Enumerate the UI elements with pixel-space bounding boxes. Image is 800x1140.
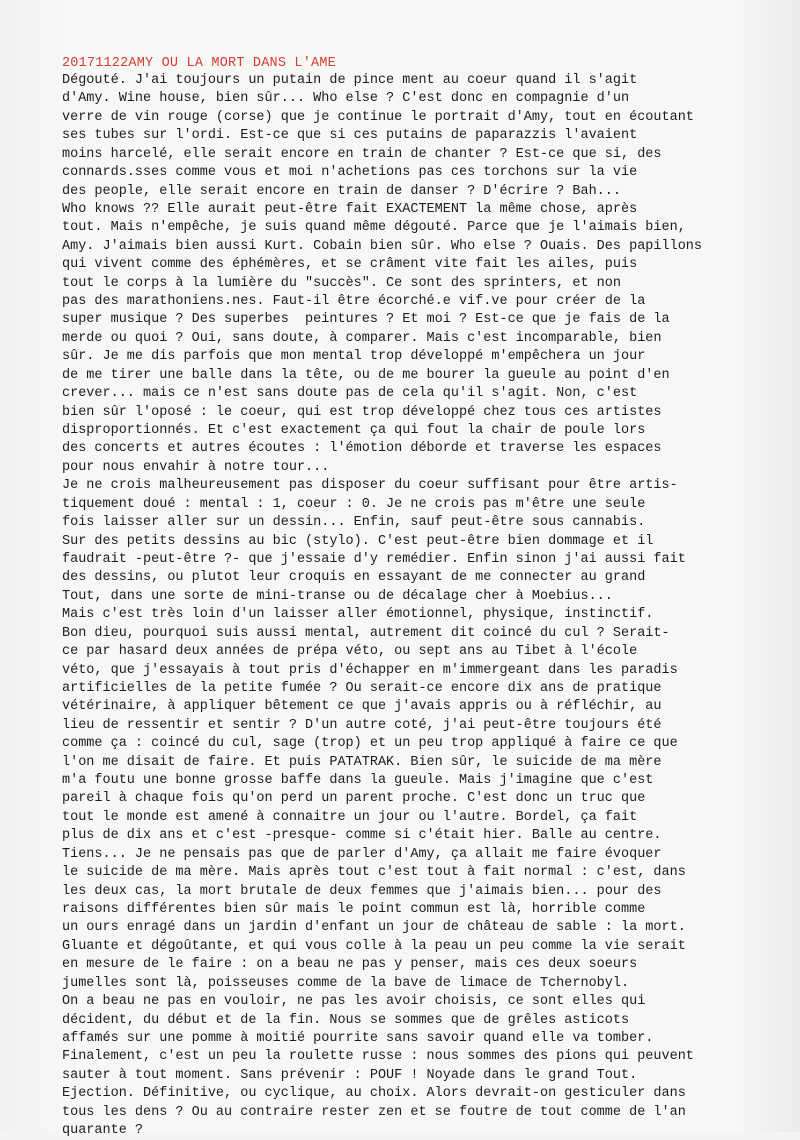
text-line: Tiens... Je ne pensais pas que de parler d'Amy, ça allait me faire évoquer <box>62 846 662 862</box>
text-line: tout le monde est amené à connaitre un jour ou l'autre. Bordel, ça fait <box>62 809 638 825</box>
text-line: un ours enragé dans un jardin d'enfant un jour de château de sable : la mort. <box>62 920 686 936</box>
text-line: Mais c'est très loin d'un laisser aller émotionnel, physique, instinctif. <box>62 607 654 623</box>
text-line: disproportionnés. Et c'est exactement ça qui fout la chair de poule lors <box>62 423 646 439</box>
document-body <box>62 72 762 1140</box>
text-line: Dégouté. J'ai toujours un putain de pince ment au coeur quand il s'agit <box>62 73 638 88</box>
text-line: artificielles de la petite fumée ? Ou serait-ce encore dix ans de pratique <box>62 680 662 696</box>
text-line: tout. Mais n'empêche, je suis quand même dégouté. Parce que je l'aimais bien, <box>62 220 686 236</box>
text-line: tout le corps à la lumière du "succès". Ce sont des sprinters, et non <box>62 275 621 291</box>
text-line: pour nous envahir à notre tour... <box>62 459 330 475</box>
text-line: en mesure de le faire : on a beau ne pas y penser, mais ces deux soeurs <box>62 957 638 973</box>
text-line: faudrait -peut-être ?- que j'essaie d'y remédier. Enfin sinon j'ai aussi fait <box>62 551 686 567</box>
text-line: ce par hasard deux années de prépa véto, ou sept ans au Tibet à l'école <box>62 644 638 660</box>
text-line: moins harcelé, elle serait encore en train de chanter ? Est-ce que si, des <box>62 146 662 162</box>
text-line: décident, du début et de la fin. Nous se sommes que de grêles asticots <box>62 1012 630 1028</box>
text-line: Tout, dans une sorte de mini-transe ou de décalage cher à Moebius... <box>62 588 613 604</box>
text-line: lieu de ressentir et sentir ? D'un autre coté, j'ai peut-être toujours été <box>62 717 662 733</box>
text-line: fois laisser aller sur un dessin... Enfin, sauf peut-être sous cannabis. <box>62 515 646 531</box>
text-line: comme ça : coincé du cul, sage (trop) et un peu trop appliqué à faire ce que <box>62 736 678 752</box>
text-line: affamés sur une pomme à moitié pourrite sans savoir quand elle va tomber. <box>62 1030 654 1046</box>
document-title: 20171122AMY OU LA MORT DANS L'AME <box>62 56 336 71</box>
text-line: bien sûr l'oposé : le coeur, qui est trop développé chez tous ces artistes <box>62 404 662 420</box>
text-line: On a beau ne pas en vouloir, ne pas les avoir choisis, ce sont elles qui <box>62 994 646 1010</box>
text-line: sûr. Je me dis parfois que mon mental trop développé m'empêchera un jour <box>62 349 646 365</box>
text-line: véto, que j'essayais à tout pris d'échapper en m'immergeant dans les paradis <box>62 662 678 678</box>
text-line: Gluante et dégoûtante, et qui vous colle à la peau un peu comme la vie serait <box>62 938 686 954</box>
text-line: quarante ? <box>62 1123 144 1139</box>
text-line: Finalement, c'est un peu la roulette russe : nous sommes des pions qui peuvent <box>62 1049 694 1065</box>
text-line: tiquement doué : mental : 1, coeur : 0. Je ne crois pas m'être une seule <box>62 496 646 512</box>
text-line: des people, elle serait encore en train de danser ? D'écrire ? Bah... <box>62 183 621 199</box>
text-line: tous les dens ? Ou au contraire rester zen et se foutre de tout comme de l'an <box>62 1104 686 1120</box>
text-line: m'a foutu une bonne grosse baffe dans la gueule. Mais j'imagine que c'est <box>62 773 654 789</box>
text-line: ses tubes sur l'ordi. Est-ce que si ces putains de paparazzis l'avaient <box>62 128 638 144</box>
text-line: des concerts et autres écoutes : l'émotion déborde et traverse les espaces <box>62 441 662 457</box>
text-line: Who knows ?? Elle aurait peut-être fait EXACTEMENT la même chose, après <box>62 201 638 217</box>
text-line: les deux cas, la mort brutale de deux femmes que j'aimais bien... pour des <box>62 883 662 899</box>
text-line: vétérinaire, à appliquer bêtement ce que j'avais appris ou à réfléchir, au <box>62 699 662 715</box>
text-line: pas des marathoniens.nes. Faut-il être écorché.e vif.ve pour créer de la <box>62 294 646 310</box>
text-line: connards.sses comme vous et moi n'achetions pas ces torchons sur la vie <box>62 165 638 181</box>
text-line: Amy. J'aimais bien aussi Kurt. Cobain bien sûr. Who else ? Ouais. Des papillons <box>62 238 703 254</box>
text-line: Je ne crois malheureusement pas disposer du coeur suffisant pour être artis- <box>62 478 678 494</box>
text-line: sauter à tout moment. Sans prévenir : POUF ! Noyade dans le grand Tout. <box>62 1067 638 1083</box>
text-line: de me tirer une balle dans la tête, ou de me bourer la gueule au point d'en <box>62 367 670 383</box>
text-line: pareil à chaque fois qu'on perd un parent proche. C'est donc un truc que <box>62 791 646 807</box>
text-line: verre de vin rouge (corse) que je continue le portrait d'Amy, tout en écoutant <box>62 109 694 125</box>
text-line: super musique ? Des superbes peintures ? Et moi ? Est-ce que je fais de la <box>62 312 670 328</box>
text-line: des dessins, ou plutot leur croquis en essayant de me connecter au grand <box>62 570 646 586</box>
text-line: merde ou quoi ? Oui, sans doute, à comparer. Mais c'est incomparable, bien <box>62 330 662 346</box>
text-line: crever... mais ce n'est sans doute pas de cela qu'il s'agit. Non, c'est <box>62 386 638 402</box>
text-line: jumelles sont là, poisseuses comme de la bave de limace de Tchernobyl. <box>62 975 630 991</box>
text-line: Sur des petits dessins au bic (stylo). C'est peut-être bien dommage et il <box>62 533 654 549</box>
text-line: l'on me disait de faire. Et puis PATATRAK. Bien sûr, le suicide de ma mère <box>62 754 662 770</box>
text-line: plus de dix ans et c'est -presque- comme si c'était hier. Balle au centre. <box>62 828 662 844</box>
text-line: raisons différentes bien sûr mais le point commun est là, horrible comme <box>62 901 646 917</box>
text-line: d'Amy. Wine house, bien sûr... Who else ? C'est donc en compagnie d'un <box>62 91 630 107</box>
text-line: le suicide de ma mère. Mais après tout c'est tout à fait normal : c'est, dans <box>62 865 686 881</box>
text-line: qui vivent comme des éphémères, et se crâment vite fait les ailes, puis <box>62 257 638 273</box>
text-line: Bon dieu, pourquoi suis aussi mental, autrement dit coincé du cul ? Serait- <box>62 625 670 641</box>
text-line: Ejection. Définitive, ou cyclique, au choix. Alors devrait-on gesticuler dans <box>62 1086 686 1102</box>
